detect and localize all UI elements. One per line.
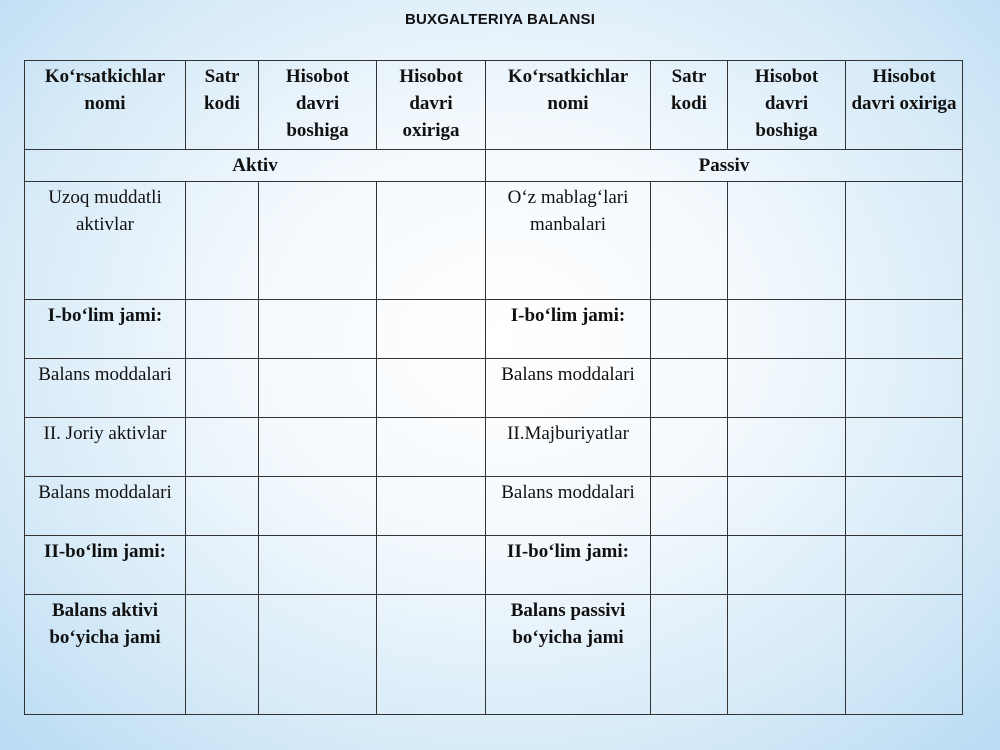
passiv-total-label: Balans passivi bo‘yicha jami <box>486 595 651 715</box>
empty-cell <box>186 477 259 536</box>
empty-cell <box>186 536 259 595</box>
header-aktiv-indicator-name: Ko‘rsatkichlar nomi <box>25 61 186 150</box>
empty-cell <box>377 536 486 595</box>
empty-cell <box>651 418 728 477</box>
section-passiv: Passiv <box>486 150 963 182</box>
header-passiv-line-code: Satr kodi <box>651 61 728 150</box>
empty-cell <box>651 595 728 715</box>
aktiv-subtotal-label: II-bo‘lim jami: <box>25 536 186 595</box>
page-title: BUXGALTERIYA BALANSI <box>404 11 596 28</box>
aktiv-subtotal-label: I-bo‘lim jami: <box>25 300 186 359</box>
empty-cell <box>651 359 728 418</box>
section-row <box>25 150 963 182</box>
empty-cell <box>186 359 259 418</box>
table-row <box>25 595 963 715</box>
aktiv-label: Uzoq muddatli aktivlar <box>25 182 186 300</box>
passiv-label: O‘z mablag‘lari manbalari <box>486 182 651 300</box>
empty-cell <box>186 418 259 477</box>
section-aktiv: Aktiv <box>25 150 486 182</box>
empty-cell <box>651 536 728 595</box>
empty-cell <box>846 300 963 359</box>
empty-cell <box>728 300 846 359</box>
empty-cell <box>846 477 963 536</box>
empty-cell <box>728 359 846 418</box>
empty-cell <box>259 418 377 477</box>
empty-cell <box>651 182 728 300</box>
empty-cell <box>186 182 259 300</box>
empty-cell <box>259 536 377 595</box>
empty-cell <box>377 182 486 300</box>
empty-cell <box>728 182 846 300</box>
aktiv-total-label: Balans aktivi bo‘yicha jami <box>25 595 186 715</box>
header-aktiv-line-code: Satr kodi <box>186 61 259 150</box>
empty-cell <box>186 595 259 715</box>
header-passiv-period-end: Hisobot davri oxiriga <box>846 61 963 150</box>
passiv-label: II.Majburiyatlar <box>486 418 651 477</box>
empty-cell <box>377 418 486 477</box>
empty-cell <box>259 595 377 715</box>
table-row <box>25 182 963 300</box>
empty-cell <box>728 536 846 595</box>
empty-cell <box>728 418 846 477</box>
empty-cell <box>377 300 486 359</box>
table-row <box>25 536 963 595</box>
aktiv-label: II. Joriy aktivlar <box>25 418 186 477</box>
table-row <box>25 300 963 359</box>
empty-cell <box>846 418 963 477</box>
table-header-row <box>25 61 963 150</box>
aktiv-label: Balans moddalari <box>25 477 186 536</box>
empty-cell <box>651 300 728 359</box>
empty-cell <box>259 359 377 418</box>
empty-cell <box>651 477 728 536</box>
empty-cell <box>259 477 377 536</box>
header-aktiv-period-start: Hisobot davri boshiga <box>259 61 377 150</box>
empty-cell <box>259 300 377 359</box>
empty-cell <box>728 477 846 536</box>
passiv-label: Balans moddalari <box>486 477 651 536</box>
passiv-subtotal-label: II-bo‘lim jami: <box>486 536 651 595</box>
aktiv-label: Balans moddalari <box>25 359 186 418</box>
empty-cell <box>846 182 963 300</box>
empty-cell <box>186 300 259 359</box>
balance-table <box>24 60 963 715</box>
empty-cell <box>377 359 486 418</box>
header-passiv-period-start: Hisobot davri boshiga <box>728 61 846 150</box>
empty-cell <box>846 595 963 715</box>
table-row <box>25 418 963 477</box>
passiv-label: Balans moddalari <box>486 359 651 418</box>
header-passiv-indicator-name: Ko‘rsatkichlar nomi <box>486 61 651 150</box>
table-row <box>25 359 963 418</box>
empty-cell <box>377 595 486 715</box>
table-row <box>25 477 963 536</box>
empty-cell <box>728 595 846 715</box>
passiv-subtotal-label: I-bo‘lim jami: <box>486 300 651 359</box>
empty-cell <box>846 359 963 418</box>
empty-cell <box>377 477 486 536</box>
header-aktiv-period-end: Hisobot davri oxiriga <box>377 61 486 150</box>
empty-cell <box>259 182 377 300</box>
empty-cell <box>846 536 963 595</box>
